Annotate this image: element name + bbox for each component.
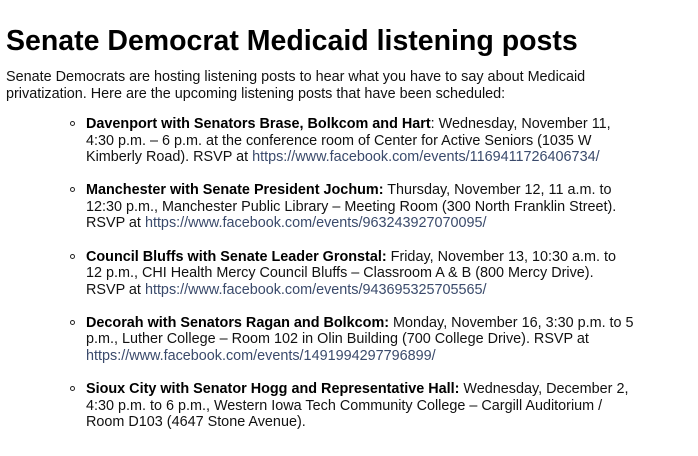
event-details: Thursday, November 12, 11 a.m. to 12:30 p.m., Manchester Public Library – Meeting Room (300 North Franklin Street). RSVP at (86, 182, 617, 232)
list-item (86, 315, 634, 365)
bullet-icon (70, 254, 75, 259)
event-title: Manchester with Senate President Jochum: (86, 182, 384, 199)
event-title: Davenport with Senators Brase, Bolkcom and Hart (86, 116, 431, 132)
rsvp-link[interactable]: https://www.facebook.com/events/943695325705565/ (144, 281, 487, 298)
page-title: Senate Democrat Medicaid listening posts (6, 25, 578, 57)
event-title: Sioux City with Senator Hogg and Representative Hall: (86, 381, 460, 398)
event-details: Wednesday, December 2, 4:30 p.m. to 6 p.m., Western Iowa Tech Community College – Cargill Auditorium / Room D103 (4647 Stone Avenue). (86, 381, 629, 431)
bullet-icon (70, 187, 75, 192)
list-item (86, 381, 634, 431)
rsvp-link[interactable]: https://www.facebook.com/events/1491994297796899/ (86, 348, 436, 365)
intro-paragraph: Senate Democrats are hosting listening posts to hear what you have to say about Medicaid privatization. Here are the upcoming listening posts that have been scheduled: (6, 69, 586, 102)
bullet-icon (70, 320, 75, 325)
event-list (6, 116, 692, 431)
article (6, 0, 692, 447)
event-details: : Wednesday, November 11, 4:30 p.m. – 6 p.m. at the conference room of Center for Active Seniors (1035 W Kimberly Road). RSVP at (86, 116, 611, 166)
rsvp-link[interactable]: https://www.facebook.com/events/963243927070095/ (144, 215, 487, 232)
bullet-icon (70, 121, 75, 126)
rsvp-link[interactable]: https://www.facebook.com/events/1169411726406734/ (252, 149, 600, 166)
event-title: Council Bluffs with Senate Leader Gronstal: (86, 248, 387, 265)
event-details: Monday, November 16, 3:30 p.m. to 5 p.m., Luther College – Room 102 in Olin Building (700 College Drive). RSVP at (86, 314, 634, 348)
bullet-icon (70, 386, 75, 391)
event-title: Decorah with Senators Ragan and Bolkcom: (86, 314, 390, 331)
list-item (86, 182, 634, 232)
list-item (86, 116, 634, 166)
event-details: Friday, November 13, 10:30 a.m. to 12 p.m., CHI Health Mercy Council Bluffs – Classroom A & B (800 Mercy Drive). RSVP at (86, 248, 616, 298)
list-item (86, 249, 634, 299)
